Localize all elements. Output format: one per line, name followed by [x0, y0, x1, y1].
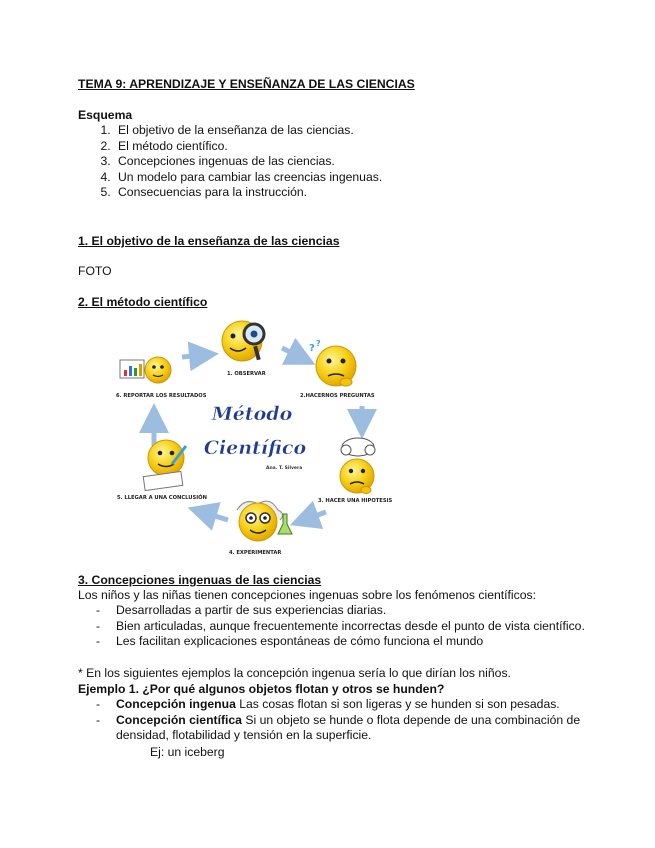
conclusion-smiley-icon: [143, 440, 186, 491]
svg-text:?: ?: [316, 339, 321, 348]
scientific-text: Si un objeto se hunde o flota depende de una combinación de: [241, 712, 581, 727]
list-item: - Les facilitan explicaciones espontáneas de cómo funciona el mundo: [96, 634, 585, 650]
diagram-title-line-1: Método: [211, 403, 293, 425]
observe-smiley-icon: [222, 321, 264, 361]
list-item: - Bien articuladas, aunque frecuentemente incorrectas desde el punto de vista científico.: [96, 619, 585, 635]
examples-note: * En los siguientes ejemplos la concepción ingenua sería lo que dirían los niños.: [78, 666, 511, 680]
example-1-heading: Ejemplo 1. ¿Por qué algunos objetos flotan y otros se hunden?: [78, 682, 445, 696]
section-2-heading: 2. El método científico: [78, 295, 208, 309]
page-title: TEMA 9: APRENDIZAJE Y ENSEÑANZA DE LAS CIENCIAS: [78, 77, 415, 91]
scientific-label: Concepción científica: [116, 712, 242, 727]
report-smiley-icon: [120, 357, 171, 383]
section-3-heading: 3. Concepciones ingenuas de las ciencias: [78, 573, 322, 587]
hypothesis-smiley-icon: [340, 438, 375, 494]
step-1-label: 1. OBSERVAR: [227, 371, 266, 377]
step-4-label: 4. EXPERIMENTAR: [229, 550, 282, 556]
scheme-item: 1. El objetivo de la enseñanza de las ciencias.: [114, 123, 382, 139]
iceberg-example: Ej: un iceberg: [150, 745, 225, 759]
step-6-label: 6. REPORTAR LOS RESULTADOS: [116, 393, 207, 399]
example-1-list: [96, 697, 580, 744]
scheme-item: 3. Concepciones ingenuas de las ciencias.: [114, 154, 382, 170]
diagram-svg: [100, 314, 424, 562]
section-1-heading: 1. El objetivo de la enseñanza de las ciencias: [78, 234, 340, 248]
scheme-item: 4. Un modelo para cambiar las creencias ingenuas.: [114, 170, 382, 186]
svg-text:?: ?: [309, 343, 315, 354]
diagram-author: Ana. T. Silvera: [266, 466, 303, 471]
scientific-method-diagram: [100, 314, 424, 562]
step-3-label: 3. HACER UNA HIPOTESIS: [318, 498, 393, 504]
naive-features-list: [96, 603, 585, 650]
questions-smiley-icon: [309, 339, 356, 386]
arrow-1-to-2: [282, 348, 302, 358]
step-5-label: 5. LLEGAR A UNA CONCLUSIÓN: [117, 495, 207, 501]
scheme-item: 5. Consecuencias para la instrucción.: [114, 185, 382, 201]
naive-text: Las cosas flotan si son ligeras y se hunden si son pesadas.: [235, 697, 560, 711]
scientific-text-continued: densidad, flotabilidad y tensión en la superficie.: [116, 728, 372, 743]
experiment-smiley-icon: [237, 501, 292, 541]
arrow-3-to-4: [304, 512, 326, 520]
scheme-item: 2. El método científico.: [114, 139, 382, 155]
list-item: - Desarrolladas a partir de sus experiencias diarias.: [96, 603, 585, 619]
naive-label: Concepción ingenua: [116, 697, 236, 711]
diagram-title-line-2: Científico: [203, 437, 307, 459]
scheme-list: [78, 123, 382, 201]
photo-placeholder: FOTO: [78, 264, 112, 278]
arrow-6-to-1: [182, 355, 204, 357]
scheme-heading: Esquema: [78, 108, 133, 122]
section-3-intro: Los niños y las niñas tienen concepciones ingenuas sobre los fenómenos científicos:: [78, 588, 536, 602]
list-item: [96, 713, 580, 744]
step-2-label: 2.HACERNOS PREGUNTAS: [300, 393, 375, 399]
arrow-4-to-5: [202, 512, 228, 520]
list-item: [96, 697, 580, 713]
